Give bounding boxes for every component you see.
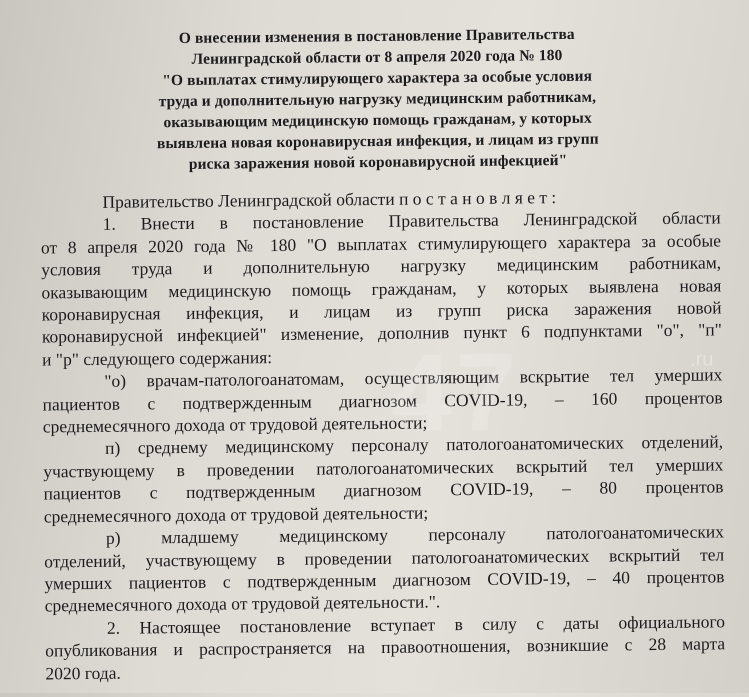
subpoint-r [44,520,725,617]
title-line: труда и дополнительную нагрузку медицинским работникам, [158,88,597,111]
paragraph-2 [45,610,726,684]
paragraph-line: 2. Настоящее постановление вступает в силу с даты официального [106,611,725,638]
document-body [40,184,725,684]
watermark: 47 [389,330,522,455]
paragraph-line: отделений, участвующему в проведении патологоанатомических вскрытий тел [44,543,725,571]
title-line: "О выплатах стимулирующего характера за особые условия [162,67,593,90]
paragraph-line: коронавирусная инфекция, и лицам из групп риска заражения новой [41,297,722,325]
paragraph-line: п) среднему медицинскому персоналу патологоанатомических отделений, [104,431,724,459]
title-line: оказывающим медицинскую помощь гражданам, у которых [163,109,592,132]
paragraph-line: коронавирусной инфекцией" изменение, дополнив пункт 6 подпунктами "о", "п" [41,319,722,347]
paragraph-line: от 8 апреля 2020 года № 180 "О выплатах стимулирующего характера за особые [40,230,722,258]
paragraph-line: оказывающим медицинскую помощь гражданам, у которых выявлена новая [41,274,722,303]
paragraph-1 [41,207,723,371]
paragraph-line: "о) врачам-патологоанатомам, осуществляющим вскрытие тел умерших [104,364,723,392]
paragraph-line: 1. Внести в постановление Правительства Ленинградской области [102,207,721,235]
paragraph-line: 2020 года. [45,662,121,683]
paragraph-line: условия труда и дополнительную нагрузку медицинским работникам, [41,252,722,280]
title-line: риска заражения новой коронавирусной инфекцией" [188,151,568,173]
subpoint-o [42,364,723,438]
title-line: выявлена новая коронавирусная инфекция, и лицам из групп [156,130,599,153]
paragraph-line: среднемесячного дохода от трудовой деятельности.". [44,591,441,616]
document-title [97,23,659,176]
paragraph-line: пациентов с подтвержденным диагнозом COVID-19, – 80 процентов [43,476,724,504]
paragraph-line: опубликования и распространяется на правоотношения, возникшие с 28 марта [45,633,726,661]
paragraph-line: р) младшему медицинскому персоналу патологоанатомических [105,521,725,548]
paragraph-line: умерших пациентов с подтвержденным диагнозом COVID-19, – 40 процентов [44,566,725,594]
paragraph-line: среднемесячного дохода от трудовой деятельности; [43,502,429,527]
paragraph-line: среднемесячного дохода от трудовой деятельности; [42,412,428,437]
paragraph-line: пациентов с подтвержденным диагнозом COVID-19, – 160 процентов [42,387,723,415]
paragraph-line: участвующему в проведении патологоанатомических вскрытий тел умерших [43,454,724,482]
subpoint-p [43,431,724,528]
paragraph-line: и "р" следующего содержания: [42,346,273,370]
watermark-suffix: .ru [690,348,714,371]
title-line: Ленинградской области от 8 апреля 2020 года № 180 [191,47,563,68]
title-line: О внесении изменения в постановление Правительства [178,25,575,48]
intro-line: Правительство Ленинградской области п о с т а н о в л я е т : [102,187,557,212]
